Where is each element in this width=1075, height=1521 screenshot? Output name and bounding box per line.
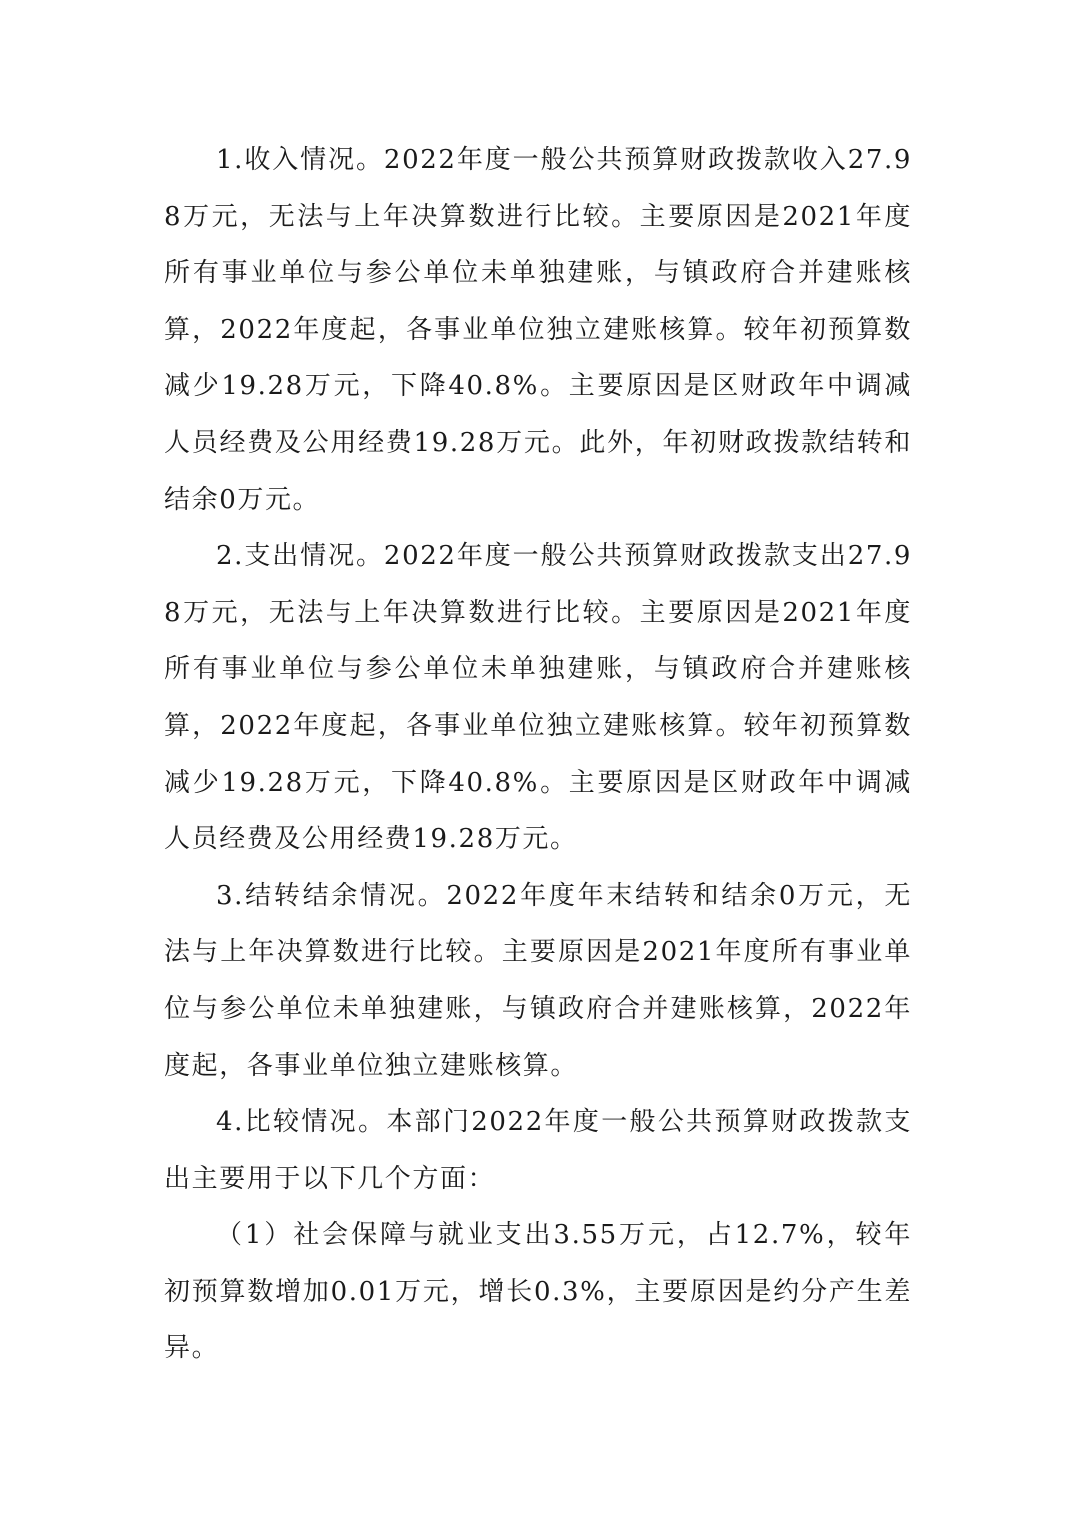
paragraph-social-security: （1）社会保障与就业支出3.55万元，占12.7%，较年初预算数增加0.01万元，增长0.3%，主要原因是约分产生差异。 <box>164 1220 912 1364</box>
paragraph-expenditure: 2.支出情况。2022年度一般公共预算财政拨款支出27.98万元，无法与上年决算数进行比较。主要原因是2021年度所有事业单位与参公单位未单独建账，与镇政府合并建账核算，2022年度起，各事业单位独立建账核算。较年初预算数减少19.28万元，下降40.8%。主要原因是区财政年中调减人员经费及公用经费19.28万元。 <box>164 541 912 855</box>
paragraph-income: 1.收入情况。2022年度一般公共预算财政拨款收入27.98万元，无法与上年决算数进行比较。主要原因是2021年度所有事业单位与参公单位未单独建账，与镇政府合并建账核算，2022年度起，各事业单位独立建账核算。较年初预算数减少19.28万元，下降40.8%。主要原因是区财政年中调减人员经费及公用经费19.28万元。此外，年初财政拨款结转和结余0万元。 <box>164 145 912 515</box>
paragraph-carryover: 3.结转结余情况。2022年度年末结转和结余0万元，无法与上年决算数进行比较。主要原因是2021年度所有事业单位与参公单位未单独建账，与镇政府合并建账核算，2022年度起，各事业单位独立建账核算。 <box>164 880 912 1081</box>
document-body <box>164 132 912 1377</box>
paragraph-comparison: 4.比较情况。本部门2022年度一般公共预算财政拨款支出主要用于以下几个方面： <box>164 1107 912 1194</box>
